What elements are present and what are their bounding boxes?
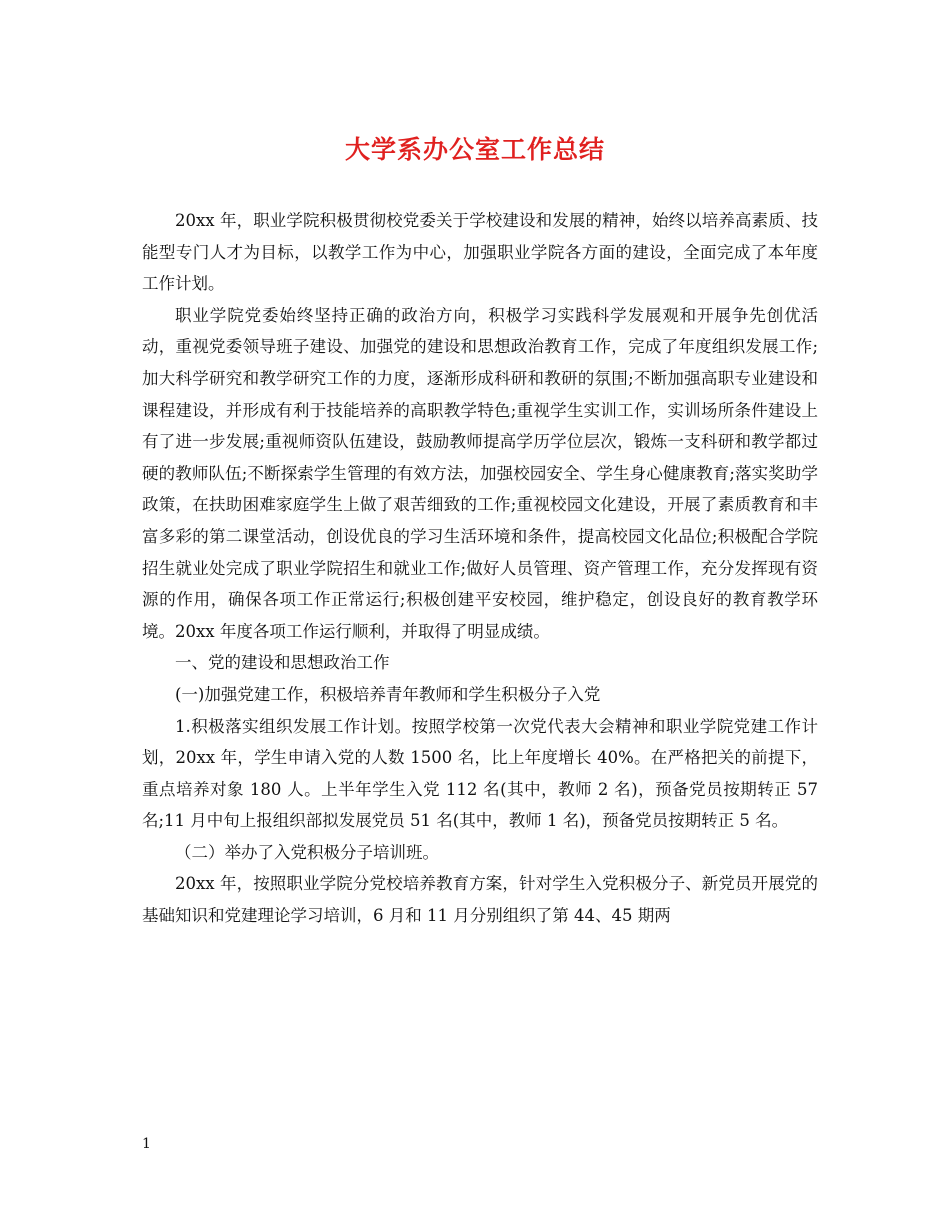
section-heading-1: 一、党的建设和思想政治工作	[175, 653, 390, 673]
page-number: 1	[142, 1136, 151, 1152]
paragraph-intro: 20xx 年，职业学院积极贯彻校党委关于学校建设和发展的精神，始终以培养高素质、技能型专门人才为目标，以教学工作为中心，加强职业学院各方面的建设，全面完成了本年度工作计划。	[142, 211, 818, 294]
subsection-heading-1: (一)加强党建工作，积极培养青年教师和学生积极分子入党	[175, 684, 601, 704]
paragraph-party-committee: 职业学院党委始终坚持正确的政治方向，积极学习实践科学发展观和开展争先创优活动，重视党委领导班子建设、加强党的建设和思想政治教育工作，完成了年度组织发展工作;加大科学研究和教学研究工作的力度，逐渐形成科研和教研的氛围;不断加强高职专业建设和课程建设，并形成有利于技能培养的高职教学特色;重视学生实训工作，实训场所条件建设上有了进一步发展;重视师资队伍建设，鼓励教师提高学历学位层次，锻炼一支科研和教学都过硬的教师队伍;不断探索学生管理的有效方法，加强校园安全、学生身心健康教育;落实奖助学政策，在扶助困难家庭学生上做了艰苦细致的工作;重视校园文化建设，开展了素质教育和丰富多彩的第二课堂活动，创设优良的学习生活环境和条件，提高校园文化品位;积极配合学院招生就业处完成了职业学院招生和就业工作;做好人员管理、资产管理工作，充分发挥现有资源的作用，确保各项工作正常运行;积极创建平安校园，维护稳定，创设良好的教育教学环境。20xx 年度各项工作运行顺利，并取得了明显成绩。	[142, 305, 818, 641]
document-title: 大学系办公室工作总结	[344, 135, 605, 164]
paragraph-training: 20xx 年，按照职业学院分党校培养教育方案，针对学生入党积极分子、新党员开展党的基础知识和党建理论学习培训，6 月和 11 月分别组织了第 44、45 期两	[142, 874, 818, 926]
document-body	[142, 205, 818, 932]
subsection-heading-2: （二）举办了入党积极分子培训班。	[175, 842, 439, 862]
paragraph-organization-plan: 1.积极落实组织发展工作计划。按照学校第一次党代表大会精神和职业学院党建工作计划，20xx 年，学生申请入党的人数 1500 名，比上年度增长 40%。在严格把关的前提下，重点培养对象 180 人。上半年学生入党 112 名(其中，教师 2 名)，预备党员按期转正 57 名;11 月中旬上报组织部拟发展党员 51 名(其中，教师 1 名)，预备党员按期转正 5 名。	[142, 716, 818, 831]
